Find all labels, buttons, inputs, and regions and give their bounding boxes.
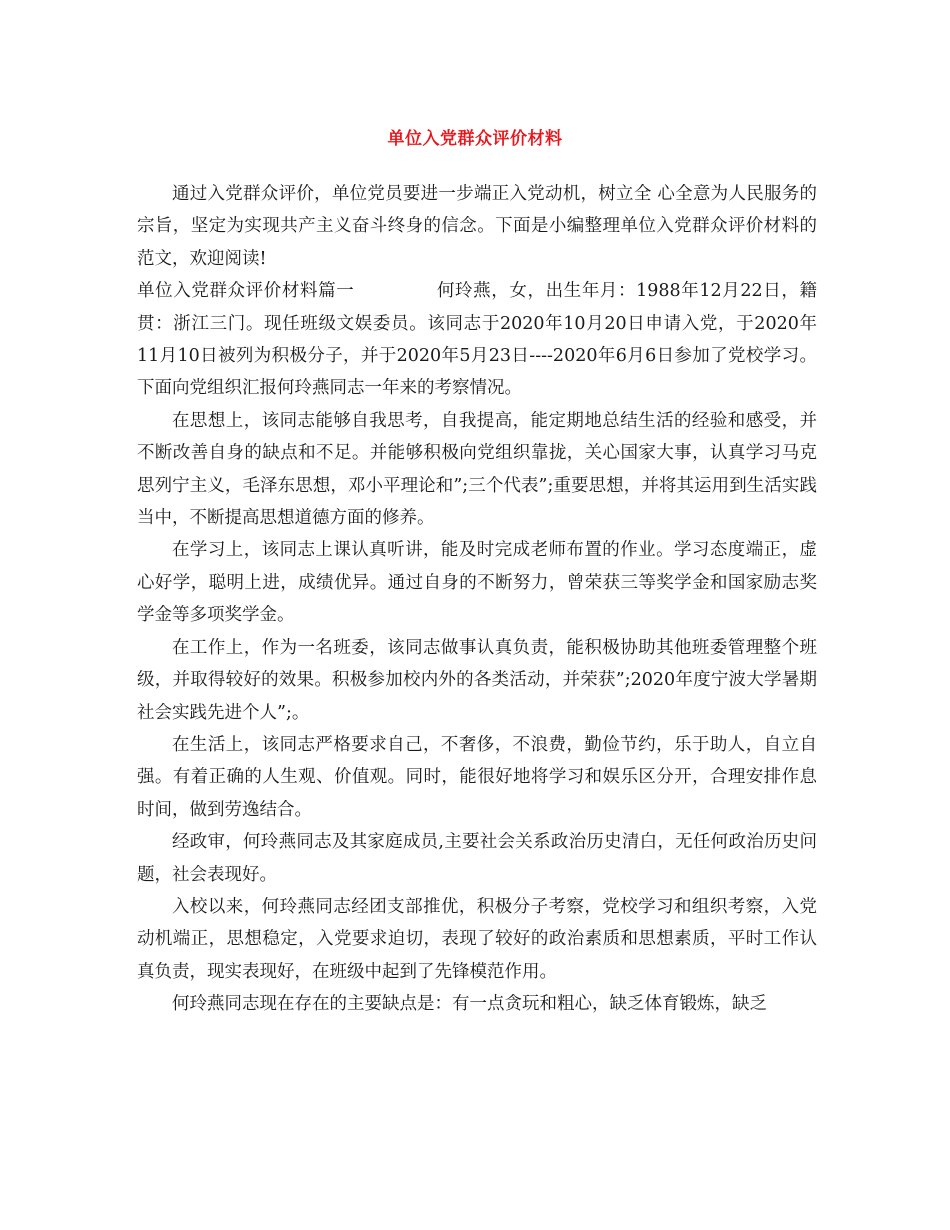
intro-paragraph: 通过入党群众评价，单位党员要进一步端正入党动机，树立全 心全意为人民服务的宗旨，坚定为实现共产主义奋斗终身的信念。下面是小编整理单位入党群众评价材料的范文，欢迎阅读! [137,184,817,269]
body-paragraph: 经政审，何玲燕同志及其家庭成员,主要社会关系政治历史清白，无任何政治历史问题，社会表现好。 [137,832,817,885]
section-heading: 单位入党群众评价材料篇一 [137,281,355,302]
body-paragraph: 何玲燕同志现在存在的主要缺点是：有一点贪玩和粗心，缺乏体育锻炼，缺乏 [172,994,767,1015]
body-paragraph: 在工作上，作为一名班委，该同志做事认真负责，能积极协助其他班委管理整个班级，并取得较好的效果。积极参加校内外的各类活动，并荣获”;2020年度宁波大学暑期社会实践先进个人”;。 [137,637,817,723]
section-1-paragraph [137,275,817,405]
body-paragraph: 在学习上，该同志上课认真听讲，能及时完成老师布置的作业。学习态度端正，虚心好学，聪明上进，成绩优异。通过自身的不断努力，曾荣获三等奖学金和国家励志奖学金等多项奖学金。 [137,540,817,626]
body-paragraph: 在思想上，该同志能够自我思考，自我提高，能定期地总结生活的经验和感受，并不断改善自身的缺点和不足。并能够积极向党组织靠拢，关心国家大事，认真学习马克思列宁主义，毛泽东思想，邓小平理论和”;三个代表”;重要思想，并将其运用到生活实践当中，不断提高思想道德方面的修养。 [137,410,817,529]
body-paragraph: 入校以来，何玲燕同志经团支部推优，积极分子考察，党校学习和组织考察，入党动机端正，思想稳定，入党要求迫切，表现了较好的政治素质和思想素质，平时工作认真负责，现实表现好，在班级中起到了先锋模范作用。 [137,896,817,982]
body-paragraph: 在生活上，该同志严格要求自己，不奢侈，不浪费，勤俭节约，乐于助人，自立自强。有着正确的人生观、价值观。同时，能很好地将学习和娱乐区分开，合理安排作息时间，做到劳逸结合。 [137,734,817,820]
document-title: 单位入党群众评价材料 [387,129,563,149]
document-body [137,178,817,1021]
section-1-first-text: 何玲燕，女，出生年月：1988年12月22日，籍贯：浙江三门。现任班级文娱委员。该同志于2020年10月20日申请入党，于2020年11月10日被列为积极分子，并于2020年5月23日----2020年6月6日参加了党校学习。下面向党组织汇报何玲燕同志一年来的考察情况。 [137,281,817,399]
